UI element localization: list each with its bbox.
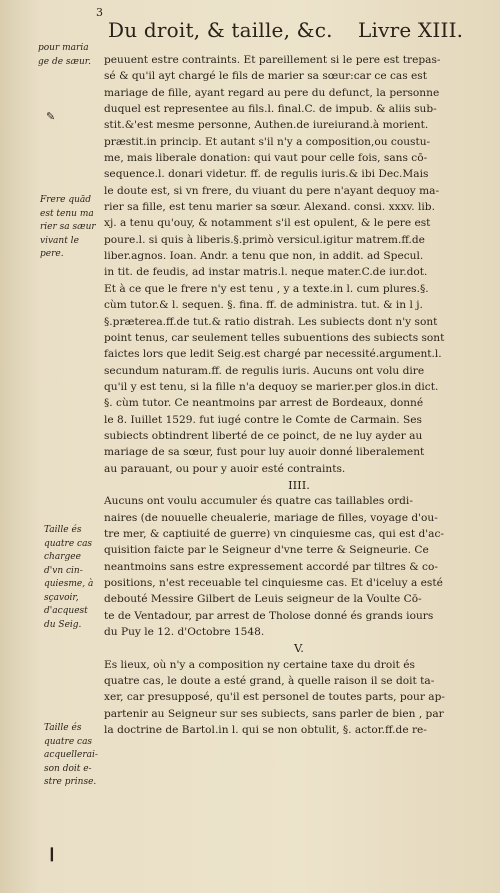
text-line: mariage de sa sœur, fust pour luy auoir donné liberalement [104,446,425,459]
text-line: point tenus, car seulement telles subuentions des subiects sont [104,331,445,344]
text-line: quisition faicte par le Seigneur d'vne terre & Seigneurie. Ce [104,544,429,557]
margin-line: d'acquest [44,606,88,616]
text-line: secundum naturam.ff. de regulis iuris. Aucuns ont volu dire [104,364,425,377]
text-line: Es lieux, où n'y a composition ny certaine taxe du droit és [104,658,415,671]
margin-line: vivant le [40,235,79,246]
margin-note-1 [38,42,91,69]
main-text [104,52,494,738]
text-line: tre mer, & captiuité de guerre) vn cinquiesme cas, qui est d'ac- [104,527,445,540]
text-line: sequence.l. donari videtur. ff. de regulis iuris.& ibi Dec.Mais [104,168,429,181]
margin-line: chargee [44,552,81,562]
margin-line: quatre cas [44,736,93,747]
margin-line: ge de sæur. [38,56,91,67]
text-line: neantmoins sans estre expressement accordé par tiltres & co- [104,560,438,573]
running-header [108,18,488,42]
margin-line: Frere quād [40,195,92,205]
text-line: qu'il y est tenu, si la fille n'a dequoy se marier.per glos.in dict. [104,380,439,393]
header-book-number: Livre XIII. [358,18,464,42]
text-line: partenir au Seigneur sur ses subiects, sans parler de bien , par [104,707,444,720]
text-line: positions, n'est receuable tel cinquiesme cas. Et d'iceluy a esté [104,577,443,589]
margin-line: est tenu ma [40,208,94,219]
margin-line: acquellerai- [44,750,98,760]
text-line: au parauant, ou pour y auoir esté contraints. [104,462,346,475]
text-line: præstit.in princip. Et autant s'il n'y a composition,ou coustu- [104,135,431,148]
margin-line: rier sa sæur [40,222,96,232]
text-line: naires (de nouuelle cheualerie, mariage de filles, voyage d'ou- [104,511,438,524]
text-line: debouté Messire Gilbert de Leuis seigneur de la Voulte Cō- [104,593,422,606]
text-line: le 8. Iuillet 1529. fut iugé contre le Comte de Carmain. Ses [104,413,422,426]
header-title: Du droit, & taille, &c. [108,18,333,42]
text-line: sé & qu'il ayt chargé le fils de marier sa sœur:car ce cas est [104,70,427,83]
margin-note-2 [40,194,96,262]
text-line: poure.l. si quis à liberis.§.primò versicul.igitur matrem.ff.de [104,233,425,246]
margin-line: du Seig. [44,619,82,630]
text-line: Et à ce que le frere n'y est tenu , y a texte.in l. cum plures.§. [104,282,429,295]
text-line: me, mais liberale donation: qui vaut pour celle fois, sans cō- [104,152,428,165]
margin-line: quatre cas [44,538,93,549]
margin-line: Taille és [44,723,82,733]
margin-line: quiesme, à [44,579,94,589]
text-line: cùm tutor.& l. sequen. §. fina. ff. de administra. tut. & in l j. [104,299,423,312]
text-line: faictes lors que ledit Seig.est chargé par necessité.argument.l. [104,348,442,361]
text-line: xer, car presupposé, qu'il est personel de toutes parts, pour ap- [104,691,445,704]
section-number-5: V. [294,641,304,656]
margin-line: d'vn cin- [44,565,83,576]
text-line: le doute est, si vn frere, du viuant du pere n'ayant dequoy ma- [104,184,440,197]
section-number-4: IIII. [288,477,310,492]
text-line: in tit. de feudis, ad instar matris.l. neque mater.C.de iur.dot. [104,266,428,279]
text-line: §. cùm tutor. Ce neantmoins par arrest de Bordeaux, donné [104,397,424,410]
text-line: la doctrine de Bartol.in l. qui se non obtulit, §. actor.ff.de re- [104,724,427,737]
text-line: Aucuns ont voulu accumuler és quatre cas taillables ordi- [104,495,413,508]
text-line: subiects obtindrent liberté de ce poinct, de ne luy ayder au [104,429,423,442]
text-line: rier sa fille, est tenu marier sa sœur. Alexand. consi. xxxv. lib. [104,201,435,214]
text-line: peuuent estre contraints. Et pareillement si le pere est trepas- [104,54,441,66]
text-line: mariage de fille, ayant regard au pere du defunct, la personne [104,86,440,99]
margin-line: Taille és [44,525,82,535]
text-line: duquel est representee au fils.l. final.C. de impub. & aliis sub- [104,103,437,116]
margin-line: stre prinse. [44,777,97,787]
folio-number: 3 [96,6,103,19]
text-line: te de Ventadour, par arrest de Tholose donné és grands iours [104,609,434,622]
margin-line: pour maria [38,43,89,53]
bottom-mark: ❙ [46,846,58,862]
pointer-mark: ✎ [46,110,56,123]
text-line: §.præterea.ff.de tut.& ratio distrah. Les subiects dont n'y sont [104,315,438,328]
margin-note-4 [44,722,98,790]
margin-note-3 [44,524,93,632]
text-line: stit.&'est mesme personne, Authen.de iureiurand.à morient. [104,119,429,132]
margin-line: sçavoir, [44,592,79,603]
margin-line: son doit e- [44,763,92,774]
text-line: liber.agnos. Ioan. Andr. a tenu que non, in addit. ad Specul. [104,250,424,263]
text-line: quatre cas, le doute a esté grand, à quelle raison il se doit ta- [104,675,435,688]
text-line: xj. a tenu qu'ouy, & notamment s'il est opulent, & le pere est [104,217,431,230]
text-line: du Puy le 12. d'Octobre 1548. [104,626,265,639]
margin-line: pere. [40,249,64,259]
